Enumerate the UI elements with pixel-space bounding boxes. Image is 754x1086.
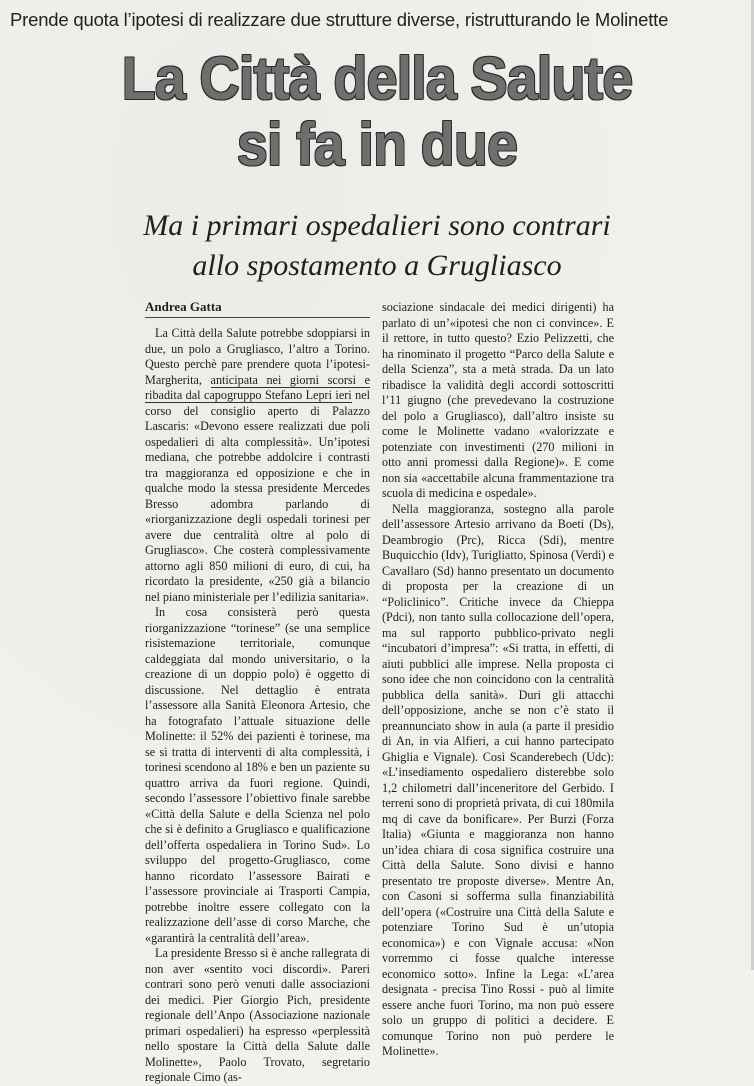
- underlined-text: anticipata nei giorni scorsi e ribadita dal capogruppo Stefano Lepri ieri: [145, 372, 370, 402]
- column2-paragraph-2: Nella maggioranza, sostegno alla parole dell’assessore Artesio arrivano da Boeti (Ds), Deambrogio (Prc), Ricca (Sdi), mentre Buquicchio (Idv), Turigliatto, Spinosa (Verdi) e Cavallaro (Sd) hanno presentato un documento di proposta per la creazione di un “Policlinico”. Critiche invece da Chieppa (Pdci), non tanto sulla collocazione dell’opera, ma sul rapporto pubblico-privato negli “incubatori d’impresa”: «Si tratta, in effetti, di aiuti pubblici alle imprese. Nella proposta ci sono idee che non coincidono con la centralità pubblica della sanità». Duri gli attacchi dell’opposizione, anche se non c’è stato il preannunciato show in aula (a parte il presidio di An, in via Alfieri, a cui hanno partecipato Ghiglia e Vignale). Così Scanderebech (Udc): «L’insediamento ospedaliero disterebbe solo 1,2 chilometri dall’inceneritore del Gerbido. I terreni sono di proprietà privata, di cui 180mila mq di cave da bonificare». Per Burzi (Forza Italia) «Giunta e maggioranza non hanno un’idea chiara di cosa significa costruire una Città della Salute. Sono divisi e hanno presentato tre proposte diverse». Mentre An, con Casoni si sofferma sulla finanziabilità dell’opera («Costruire una Città della Salute e potenziare Torino Sud è un’utopia economica») e con Vignale accusa: «Non vorremmo ci fosse qualche interesse economico sotto». Infine la Lega: «L’area designata - precisa Tino Rossi - può al limite essere anche fuori Torino, ma non può essere solo un gruppo di politici a decidere. E comunque Torino non può perdere le Molinette».: [382, 501, 614, 1058]
- subtitle-line-1: Ma i primari ospedalieri sono contrari: [143, 209, 611, 242]
- column1-paragraph-3: La presidente Bresso si è anche rallegrata di non aver «sentito voci discordi». Pareri contrari sono però venuti dalle associazioni dei medici. Pier Giorgio Pich, presidente regionale dell’Anpo (Associazione nazionale primari ospedalieri) ha espresso «perplessità nello spostare la Città della Salute dalle Molinette», Paolo Trovato, segretario regionale Cimo (as-: [145, 946, 370, 1084]
- headline-line-2: si fa in due: [236, 111, 518, 178]
- byline: Andrea Gatta: [145, 299, 370, 318]
- headline: [26, 46, 727, 178]
- article-column-2: [382, 300, 614, 1060]
- paragraph-text: nel corso del consiglio aperto di Palazzo Lascaris: «Devono essere realizzati due poli ospedalieri di alta complessità». Un’ipotesi mediana, che potrebbe addolcire i contrasti tra maggioranza ed opposizione e che in qualche modo la stessa presidente Mercedes Bresso adombra parlando di «riorganizzazione degli ospedali torinesi per avere due centralità oltre al polo di Grugliasco». Che costerà complessivamente attorno agli 850 milioni di euro, di cui, ha ricordato la presidente, «250 già a bilancio nel piano ministeriale per l’edilizia sanitaria».: [145, 388, 370, 604]
- column2-paragraph-1: sociazione sindacale dei medici dirigenti) ha parlato di un’«ipotesi che non ci convince». E il rettore, in tutto questo? Ezio Pelizzetti, che ha rinominato il progetto “Parco della Salute e della Scienza”, sta a metà strada. Da un lato ribadisce la validità degli accordi sottoscritti l’11 giugno (che prevedevano la costruzione del polo a Grugliasco), dall’altro insiste su come le Molinette vadano «valorizzate e potenziate con investimenti (270 milioni in otto anni promessi dalla Regione)». E come non sia «accettabile alcuna frammentazione tra scuola di medicina e ospedale».: [382, 300, 614, 500]
- article-column-1: [145, 326, 370, 1086]
- paragraph-text: La Città della Salute potrebbe sdoppiarsi in due, un polo a Grugliasco, l’altro a Torino. Questo perchè pare prendere quota l’ipotesi-Margherita,: [145, 326, 370, 387]
- subtitle: [0, 206, 754, 286]
- headline-line-1: La Città della Salute: [121, 45, 633, 112]
- column1-paragraph-1: [145, 326, 370, 605]
- column1-paragraph-2: In cosa consisterà però questa riorganizzazione “torinese” (se una semplice risistemazione territoriale, comunque caldeggiata dal mondo universitario, o la creazione di un doppio polo) è oggetto di discussione. Nel dettaglio è entrata l’assessore alla Sanità Eleonora Artesio, che ha fotografato l’attuale situazione delle Molinette: il 52% dei pazienti è torinese, ma se si tratta di interventi di alta complessità, i torinesi scendono al 18% e ben un paziente su quattro arriva da fuori regione. Quindi, secondo l’assessore l’obiettivo finale sarebbe «Città della Salute e della Scienza nel polo che si è definito a Grugliasco e qualificazione dell’offerta ospedaliera in Torino Sud». Lo sviluppo del progetto-Grugliasco, come hanno ricordato l’assessore Bairati e l’assessore provinciale ai Trasporti Campia, potrebbe inoltre essere collegato con la realizzazione dell’asse di corso Marche, che «garantirà la centralità dell’area».: [145, 605, 370, 945]
- kicker: Prende quota l’ipotesi di realizzare due strutture diverse, ristrutturando le Molinette: [10, 9, 669, 30]
- subtitle-line-2: allo spostamento a Grugliasco: [192, 249, 562, 282]
